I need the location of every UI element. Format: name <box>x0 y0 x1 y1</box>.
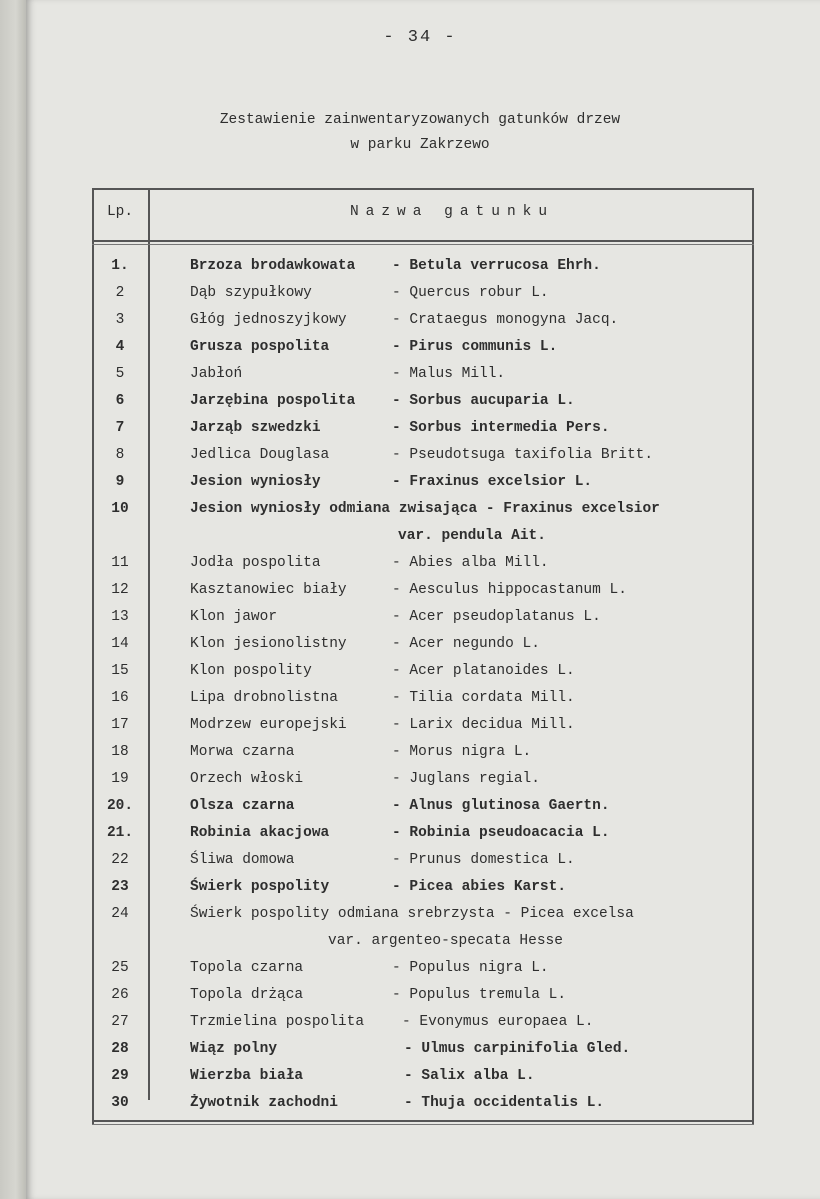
row-number: 24 <box>111 906 129 922</box>
table-row <box>92 685 812 712</box>
table-border-top <box>92 188 754 190</box>
row-number: 17 <box>111 717 129 733</box>
row-number: 2 <box>115 285 125 301</box>
latin-name: - Prunus domestica L. <box>392 852 575 868</box>
row-number: 14 <box>111 636 129 652</box>
row-number: 3 <box>115 312 125 328</box>
header-lp: Lp. <box>106 204 134 220</box>
polish-name: Topola czarna <box>190 960 304 976</box>
polish-name: Jabłoń <box>190 366 243 382</box>
row-number: 12 <box>111 582 129 598</box>
polish-name: Klon pospolity <box>190 663 312 679</box>
latin-name: - Robinia pseudoacacia L. <box>392 825 610 841</box>
latin-name: - Betula verrucosa Ehrh. <box>392 258 601 274</box>
polish-name: Jarząb szwedzki <box>190 420 321 436</box>
species-variety: var. pendula Ait. <box>398 528 546 544</box>
table-row <box>92 1009 812 1036</box>
polish-name: Jarzębina pospolita <box>190 393 356 409</box>
row-number: 21. <box>106 825 134 841</box>
polish-name: Trzmielina pospolita <box>190 1014 365 1030</box>
species-table <box>92 188 754 1124</box>
row-number: 18 <box>111 744 129 760</box>
table-row <box>92 334 812 361</box>
row-number: 7 <box>115 420 125 436</box>
latin-name: - Acer platanoides L. <box>392 663 575 679</box>
latin-name: - Sorbus intermedia Pers. <box>392 420 610 436</box>
table-border-bottom <box>92 1120 754 1122</box>
table-border-bottom-double <box>92 1124 754 1125</box>
row-number: 23 <box>111 879 129 895</box>
polish-name: Grusza pospolita <box>190 339 330 355</box>
table-row <box>92 577 812 604</box>
latin-name: - Tilia cordata Mill. <box>392 690 575 706</box>
row-number: 20. <box>106 798 134 814</box>
title-line-2: w parku Zakrzewo <box>350 137 490 153</box>
polish-name: Jodła pospolita <box>190 555 321 571</box>
row-number: 6 <box>115 393 125 409</box>
latin-name: - Alnus glutinosa Gaertn. <box>392 798 610 814</box>
polish-name: Wiąz polny <box>190 1041 278 1057</box>
table-row <box>92 901 812 928</box>
latin-name: - Juglans regial. <box>392 771 540 787</box>
row-number: 10 <box>111 501 129 517</box>
table-row-continuation <box>92 523 812 550</box>
table-row <box>92 496 812 523</box>
latin-name: - Larix decidua Mill. <box>392 717 575 733</box>
table-row <box>92 766 812 793</box>
row-number: 27 <box>111 1014 129 1030</box>
table-row <box>92 253 812 280</box>
polish-name: Jesion wyniosły <box>190 474 321 490</box>
latin-name: - Acer negundo L. <box>392 636 540 652</box>
row-number: 13 <box>111 609 129 625</box>
table-row <box>92 847 812 874</box>
latin-name: - Sorbus aucuparia L. <box>392 393 575 409</box>
latin-name: - Pseudotsuga taxifolia Britt. <box>392 447 654 463</box>
row-number: 16 <box>111 690 129 706</box>
row-number: 8 <box>115 447 125 463</box>
latin-name: - Abies alba Mill. <box>392 555 549 571</box>
latin-name: - Picea abies Karst. <box>392 879 567 895</box>
table-body <box>92 253 812 1117</box>
polish-name: Żywotnik zachodni <box>190 1095 338 1111</box>
polish-name: Orzech włoski <box>190 771 304 787</box>
latin-name: - Quercus robur L. <box>392 285 549 301</box>
row-number: 15 <box>111 663 129 679</box>
page-edge <box>0 0 26 1199</box>
table-row <box>92 280 812 307</box>
latin-name: - Ulmus carpinifolia Gled. <box>404 1041 631 1057</box>
table-row <box>92 388 812 415</box>
row-number: 22 <box>111 852 129 868</box>
header-separator-double <box>92 244 754 245</box>
polish-name: Morwa czarna <box>190 744 295 760</box>
table-row <box>92 1090 812 1117</box>
table-row <box>92 1036 812 1063</box>
row-number: 26 <box>111 987 129 1003</box>
polish-name: Olsza czarna <box>190 798 295 814</box>
species-variety: var. argenteo-specata Hesse <box>328 933 563 949</box>
latin-name: - Salix alba L. <box>404 1068 535 1084</box>
table-row <box>92 658 812 685</box>
latin-name: - Crataegus monogyna Jacq. <box>392 312 619 328</box>
row-number: 4 <box>115 339 125 355</box>
latin-name: - Populus tremula L. <box>392 987 567 1003</box>
table-row-continuation <box>92 928 812 955</box>
polish-name: Świerk pospolity <box>190 879 330 895</box>
row-number: 25 <box>111 960 129 976</box>
latin-name: - Evonymus europaea L. <box>402 1014 594 1030</box>
table-row <box>92 631 812 658</box>
polish-name: Robinia akacjowa <box>190 825 330 841</box>
table-row <box>92 982 812 1009</box>
document-title <box>0 108 820 158</box>
header-separator <box>92 240 754 242</box>
table-row <box>92 415 812 442</box>
row-number: 5 <box>115 366 125 382</box>
polish-name: Lipa drobnolistna <box>190 690 338 706</box>
polish-name: Dąb szypułkowy <box>190 285 312 301</box>
polish-name: Jedlica Douglasa <box>190 447 330 463</box>
table-row <box>92 874 812 901</box>
row-number: 9 <box>115 474 125 490</box>
row-number: 29 <box>111 1068 129 1084</box>
species-name-full: Jesion wyniosły odmiana zwisająca - Fraxinus excelsior <box>190 501 660 517</box>
table-row <box>92 820 812 847</box>
polish-name: Śliwa domowa <box>190 852 295 868</box>
polish-name: Klon jesionolistny <box>190 636 347 652</box>
latin-name: - Populus nigra L. <box>392 960 549 976</box>
latin-name: - Pirus communis L. <box>392 339 558 355</box>
table-row <box>92 469 812 496</box>
row-number: 28 <box>111 1041 129 1057</box>
latin-name: - Morus nigra L. <box>392 744 532 760</box>
table-row <box>92 442 812 469</box>
table-row <box>92 739 812 766</box>
table-row <box>92 307 812 334</box>
latin-name: - Fraxinus excelsior L. <box>392 474 593 490</box>
polish-name: Wierzba biała <box>190 1068 304 1084</box>
page-number: - 34 - <box>383 28 457 47</box>
row-number: 19 <box>111 771 129 787</box>
latin-name: - Acer pseudoplatanus L. <box>392 609 601 625</box>
species-name-full: Świerk pospolity odmiana srebrzysta - Picea excelsa <box>190 906 634 922</box>
title-line-1: Zestawienie zainwentaryzowanych gatunków drzew <box>219 112 621 128</box>
polish-name: Głóg jednoszyjkowy <box>190 312 347 328</box>
latin-name: - Malus Mill. <box>392 366 506 382</box>
polish-name: Kasztanowiec biały <box>190 582 347 598</box>
table-row <box>92 361 812 388</box>
table-row <box>92 1063 812 1090</box>
polish-name: Modrzew europejski <box>190 717 347 733</box>
table-row <box>92 955 812 982</box>
polish-name: Klon jawor <box>190 609 278 625</box>
polish-name: Topola drżąca <box>190 987 304 1003</box>
header-species-name: Nazwa gatunku <box>349 204 555 220</box>
polish-name: Brzoza brodawkowata <box>190 258 356 274</box>
table-row <box>92 550 812 577</box>
row-number: 30 <box>111 1095 129 1111</box>
latin-name: - Thuja occidentalis L. <box>404 1095 605 1111</box>
table-row <box>92 712 812 739</box>
latin-name: - Aesculus hippocastanum L. <box>392 582 627 598</box>
row-number: 1. <box>111 258 129 274</box>
row-number: 11 <box>111 555 129 571</box>
table-row <box>92 793 812 820</box>
table-row <box>92 604 812 631</box>
